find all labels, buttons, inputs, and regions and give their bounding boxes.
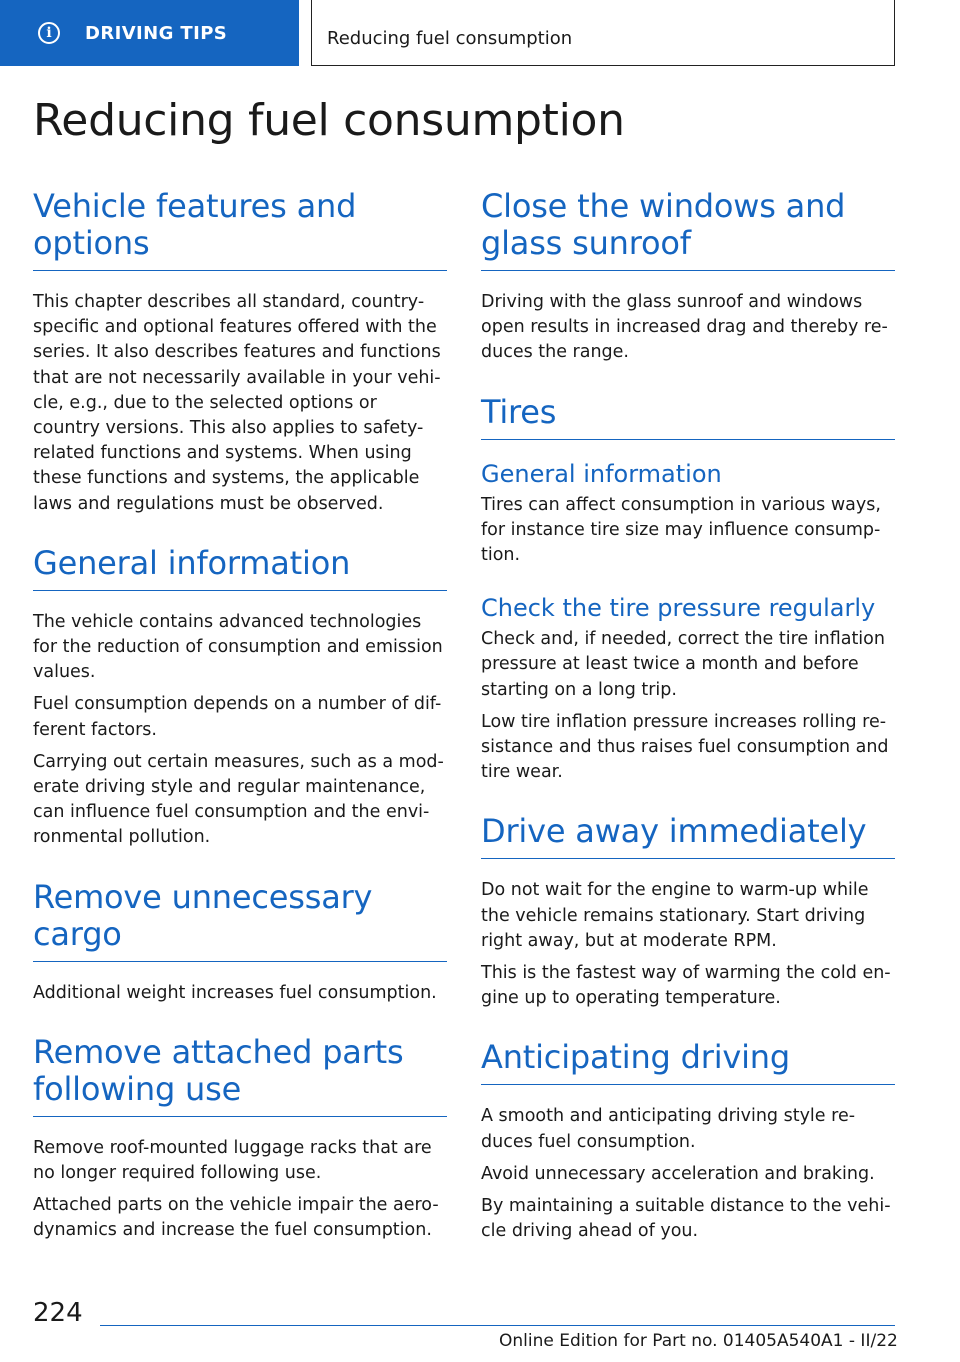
- paragraph: This chapter describes all standard, country-specific and optional features offered with the series. It also describes features and functions that are not necessarily available in your vehi-cle, e.g., due to the selected options or country versions. This also applies to safety-related functions and systems. When using these functions and systems, the applicable laws and regulations must be observed.: [33, 292, 441, 514]
- heading-rule: [481, 1084, 895, 1085]
- paragraph: Do not wait for the engine to warm-up while the vehicle remains stationary. Start driving right away, but at moderate RPM.: [481, 880, 869, 951]
- heading-rule: [33, 1116, 447, 1117]
- subsection-heading: Check the tire pressure regularly: [481, 594, 876, 623]
- section-heading: Anticipating driving: [481, 1038, 791, 1077]
- paragraph: Avoid unnecessary acceleration and braking.: [481, 1163, 875, 1184]
- right-column: [481, 188, 895, 1251]
- footer-rule: [100, 1325, 895, 1326]
- heading-rule: [481, 439, 895, 440]
- heading-rule: [33, 961, 447, 962]
- section-heading: Vehicle features and options: [33, 187, 357, 262]
- section-heading: Close the windows and glass sunroof: [481, 187, 846, 262]
- section-heading: General information: [33, 543, 351, 582]
- section-heading: Drive away immediately: [481, 812, 867, 851]
- paragraph: Check and, if needed, correct the tire inflation pressure at least twice a month and before starting on a long trip.: [481, 629, 885, 700]
- paragraph: Attached parts on the vehicle impair the aero-dynamics and increase the fuel consumption.: [33, 1195, 439, 1241]
- subsection-heading: General information: [481, 459, 722, 488]
- heading-rule: [481, 858, 895, 859]
- paragraph: This is the fastest way of warming the cold en-gine up to operating temperature.: [481, 963, 891, 1009]
- paragraph: Carrying out certain measures, such as a mod-erate driving style and regular maintenance, can influence fuel consumption and the envi-ronmental pollution.: [33, 751, 444, 848]
- info-icon: i: [38, 22, 60, 44]
- page-title: Reducing fuel consumption: [33, 95, 625, 146]
- paragraph: Tires can affect consumption in various ways, for instance tire size may influence consump-tion.: [481, 494, 881, 566]
- heading-rule: [481, 270, 895, 271]
- section-heading: Remove unnecessary cargo: [33, 877, 373, 953]
- heading-rule: [33, 590, 447, 591]
- left-column: [33, 188, 447, 1251]
- paragraph: By maintaining a suitable distance to the vehi-cle driving ahead of you.: [481, 1196, 891, 1242]
- section-heading: Remove attached parts following use: [33, 1032, 404, 1108]
- edition-note: Online Edition for Part no. 01405A540A1 - II/22: [499, 1331, 898, 1351]
- page-number: 224: [33, 1298, 83, 1328]
- section-heading: Tires: [481, 392, 557, 431]
- paragraph: A smooth and anticipating driving style re-duces fuel consumption.: [481, 1106, 856, 1152]
- paragraph: Low tire inflation pressure increases rolling re-sistance and thus raises fuel consumption and tire wear.: [481, 711, 889, 783]
- paragraph: Remove roof-mounted luggage racks that are no longer required following use.: [33, 1137, 432, 1184]
- paragraph: Driving with the glass sunroof and windows open results in increased drag and thereby re-duces the range.: [481, 292, 888, 363]
- chapter-tab[interactable]: [0, 0, 299, 66]
- heading-rule: [33, 270, 447, 271]
- chapter-tab-label: DRIVING TIPS: [85, 22, 228, 44]
- section-header: [311, 0, 895, 66]
- paragraph: Additional weight increases fuel consumption.: [33, 982, 437, 1003]
- section-header-label: Reducing fuel consumption: [327, 28, 573, 49]
- paragraph: The vehicle contains advanced technologies for the reduction of consumption and emission values.: [33, 611, 443, 683]
- paragraph: Fuel consumption depends on a number of dif-ferent factors.: [33, 694, 442, 740]
